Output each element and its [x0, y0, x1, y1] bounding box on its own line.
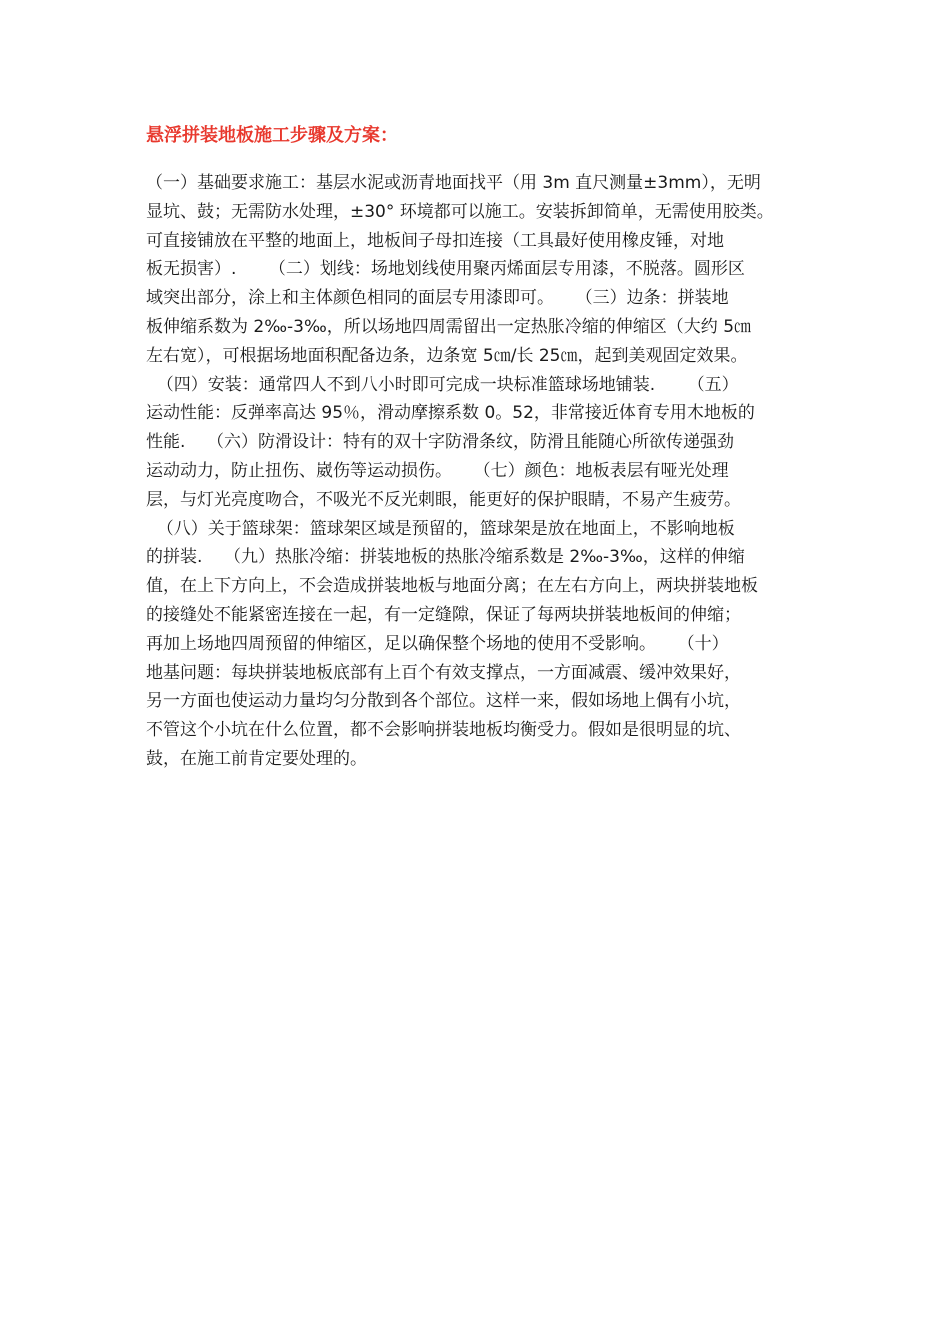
document-body	[146, 169, 806, 774]
body-line: 运动动力，防止扭伤、崴伤等运动损伤。 （七）颜色：地板表层有哑光处理	[146, 460, 729, 481]
body-line: 性能. （六）防滑设计：特有的双十字防滑条纹，防滑且能随心所欲传递强劲	[146, 432, 735, 453]
body-line: 再加上场地四周预留的伸缩区，足以确保整个场地的使用不受影响。 （十）	[146, 633, 729, 654]
body-line: 不管这个小坑在什么位置，都不会影响拼装地板均衡受力。假如是很明显的坑、	[146, 720, 741, 741]
body-line: （一）基础要求施工：基层水泥或沥青地面找平（用 3m 直尺测量±3mm），无明	[146, 173, 761, 193]
body-line: 鼓，在施工前肯定要处理的。	[146, 748, 367, 769]
body-line: （四）安装：通常四人不到八小时即可完成一块标准篮球场地铺装. （五）	[146, 374, 739, 395]
body-line: 板无损害）. （二）划线：场地划线使用聚丙烯面层专用漆，不脱落。圆形区	[146, 259, 745, 280]
body-line: 可直接铺放在平整的地面上，地板间子母扣连接（工具最好使用橡皮锤，对地	[146, 230, 724, 251]
body-line: 的拼装. （九）热胀冷缩：拼装地板的热胀冷缩系数是 2‰-3‰，这样的伸缩	[146, 547, 745, 568]
document-title: 悬浮拼装地板施工步骤及方案：	[146, 125, 398, 146]
body-line: 域突出部分，涂上和主体颜色相同的面层专用漆即可。 （三）边条：拼装地	[146, 288, 729, 309]
body-line: 层，与灯光亮度吻合，不吸光不反光刺眼，能更好的保护眼睛，不易产生疲劳。	[146, 489, 741, 510]
body-line: 值，在上下方向上，不会造成拼装地板与地面分离；在左右方向上，两块拼装地板	[146, 576, 758, 597]
body-line: 运动性能：反弹率高达 95％，滑动摩擦系数 0。52，非常接近体育专用木地板的	[146, 403, 755, 424]
body-line: 左右宽），可根据场地面积配备边条，边条宽 5㎝/长 25㎝，起到美观固定效果。	[146, 345, 748, 366]
body-line: 板伸缩系数为 2‰-3‰，所以场地四周需留出一定热胀冷缩的伸缩区（大约 5㎝	[146, 316, 752, 337]
body-line: 显坑、鼓；无需防水处理，±30° 环境都可以施工。安装拆卸简单，无需使用胶类。	[146, 201, 774, 222]
body-line: 另一方面也使运动力量均匀分散到各个部位。这样一来，假如场地上偶有小坑，	[146, 691, 741, 712]
body-line: 的接缝处不能紧密连接在一起，有一定缝隙，保证了每两块拼装地板间的伸缩；	[146, 604, 741, 625]
body-line: （八）关于篮球架：篮球架区域是预留的，篮球架是放在地面上，不影响地板	[146, 518, 735, 539]
body-line: 地基问题：每块拼装地板底部有上百个有效支撑点，一方面减震、缓冲效果好，	[146, 662, 741, 683]
